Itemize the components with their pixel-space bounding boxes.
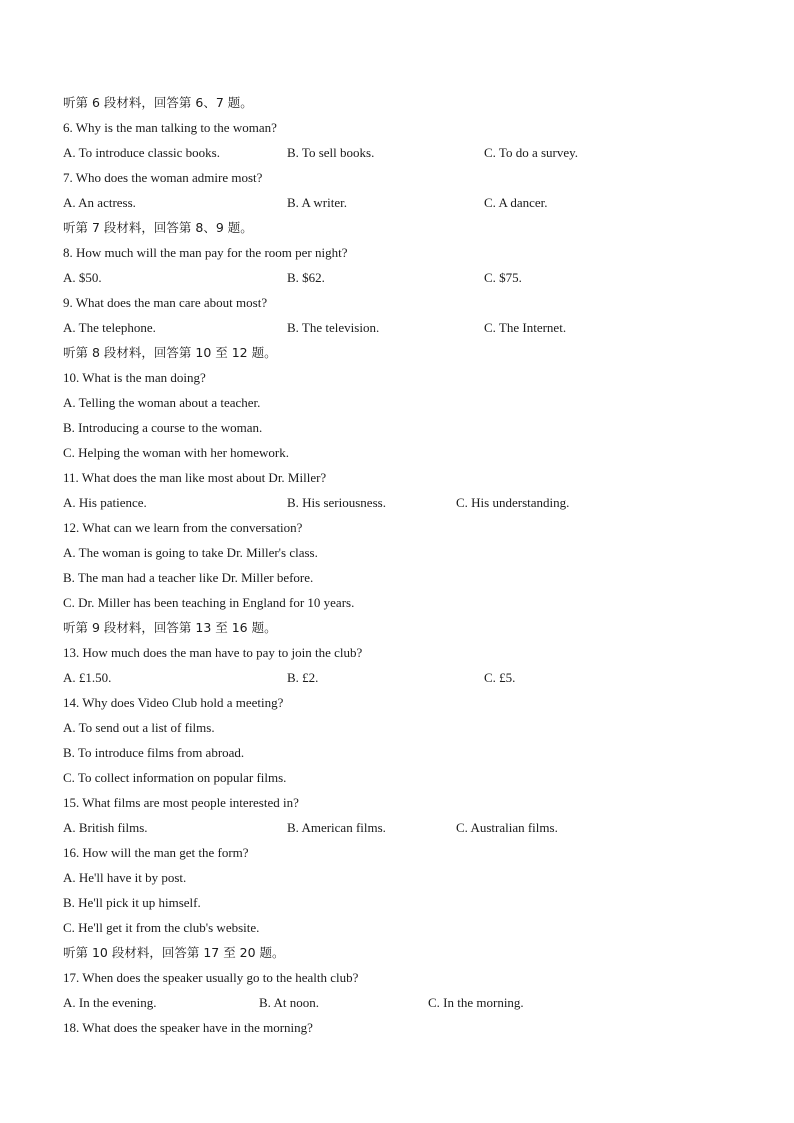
question-12-option-c: C. Dr. Miller has been teaching in England for 10 years.	[63, 595, 355, 610]
question-15-stem: 15. What films are most people interested in?	[63, 795, 299, 810]
question-8-option-a: A. $50.	[63, 270, 102, 285]
question-12-option-a: A. The woman is going to take Dr. Miller's class.	[63, 545, 318, 560]
question-16-option-c: C. He'll get it from the club's website.	[63, 920, 260, 935]
question-7-option-a: A. An actress.	[63, 195, 136, 210]
question-14-option-b: B. To introduce films from abroad.	[63, 745, 245, 760]
question-11-options	[63, 490, 743, 515]
question-13-option-a: A. £1.50.	[63, 670, 112, 685]
question-9-option-c: C. The Internet.	[484, 320, 567, 335]
question-9-options	[63, 315, 743, 340]
question-8-option-b: B. $62.	[287, 270, 325, 285]
question-9-stem: 9. What does the man care about most?	[63, 295, 268, 310]
question-7-option-b: B. A writer.	[287, 195, 347, 210]
section-heading-9: 听第 9 段材料，回答第 13 至 16 题。	[63, 620, 277, 635]
exam-page	[63, 90, 743, 1040]
question-13-option-c: C. £5.	[484, 670, 516, 685]
section-heading-7: 听第 7 段材料，回答第 8、9 题。	[63, 220, 253, 235]
question-6-options	[63, 140, 743, 165]
question-17-option-c: C. In the morning.	[428, 995, 524, 1010]
question-16-option-b: B. He'll pick it up himself.	[63, 895, 201, 910]
question-14-stem: 14. Why does Video Club hold a meeting?	[63, 695, 284, 710]
question-15-option-c: C. Australian films.	[456, 820, 558, 835]
question-9-option-b: B. The television.	[287, 320, 380, 335]
question-11-option-a: A. His patience.	[63, 495, 147, 510]
question-14-option-c: C. To collect information on popular films.	[63, 770, 287, 785]
question-15-option-a: A. British films.	[63, 820, 148, 835]
question-14-option-a: A. To send out a list of films.	[63, 720, 215, 735]
question-7-option-c: C. A dancer.	[484, 195, 548, 210]
question-13-stem: 13. How much does the man have to pay to join the club?	[63, 645, 363, 660]
question-7-stem: 7. Who does the woman admire most?	[63, 170, 263, 185]
question-11-stem: 11. What does the man like most about Dr. Miller?	[63, 470, 327, 485]
question-10-option-c: C. Helping the woman with her homework.	[63, 445, 290, 460]
question-11-option-c: C. His understanding.	[456, 495, 570, 510]
question-13-option-b: B. £2.	[287, 670, 319, 685]
question-7-options	[63, 190, 743, 215]
question-8-options	[63, 265, 743, 290]
question-8-option-c: C. $75.	[484, 270, 522, 285]
question-15-options	[63, 815, 743, 840]
question-6-option-a: A. To introduce classic books.	[63, 145, 220, 160]
question-16-stem: 16. How will the man get the form?	[63, 845, 249, 860]
question-15-option-b: B. American films.	[287, 820, 386, 835]
question-10-option-b: B. Introducing a course to the woman.	[63, 420, 263, 435]
section-heading-8: 听第 8 段材料，回答第 10 至 12 题。	[63, 345, 277, 360]
question-16-option-a: A. He'll have it by post.	[63, 870, 187, 885]
question-12-option-b: B. The man had a teacher like Dr. Miller before.	[63, 570, 314, 585]
question-11-option-b: B. His seriousness.	[287, 495, 386, 510]
section-heading-10: 听第 10 段材料，回答第 17 至 20 题。	[63, 945, 285, 960]
question-6-stem: 6. Why is the man talking to the woman?	[63, 120, 277, 135]
question-18-stem: 18. What does the speaker have in the morning?	[63, 1020, 313, 1035]
question-9-option-a: A. The telephone.	[63, 320, 156, 335]
question-12-stem: 12. What can we learn from the conversation?	[63, 520, 303, 535]
question-10-option-a: A. Telling the woman about a teacher.	[63, 395, 261, 410]
question-17-stem: 17. When does the speaker usually go to the health club?	[63, 970, 359, 985]
section-heading-6: 听第 6 段材料，回答第 6、7 题。	[63, 95, 253, 110]
question-8-stem: 8. How much will the man pay for the room per night?	[63, 245, 348, 260]
question-17-options	[63, 990, 743, 1015]
question-10-stem: 10. What is the man doing?	[63, 370, 206, 385]
question-6-option-c: C. To do a survey.	[484, 145, 579, 160]
question-17-option-a: A. In the evening.	[63, 995, 157, 1010]
question-13-options	[63, 665, 743, 690]
question-17-option-b: B. At noon.	[259, 995, 319, 1010]
question-6-option-b: B. To sell books.	[287, 145, 375, 160]
